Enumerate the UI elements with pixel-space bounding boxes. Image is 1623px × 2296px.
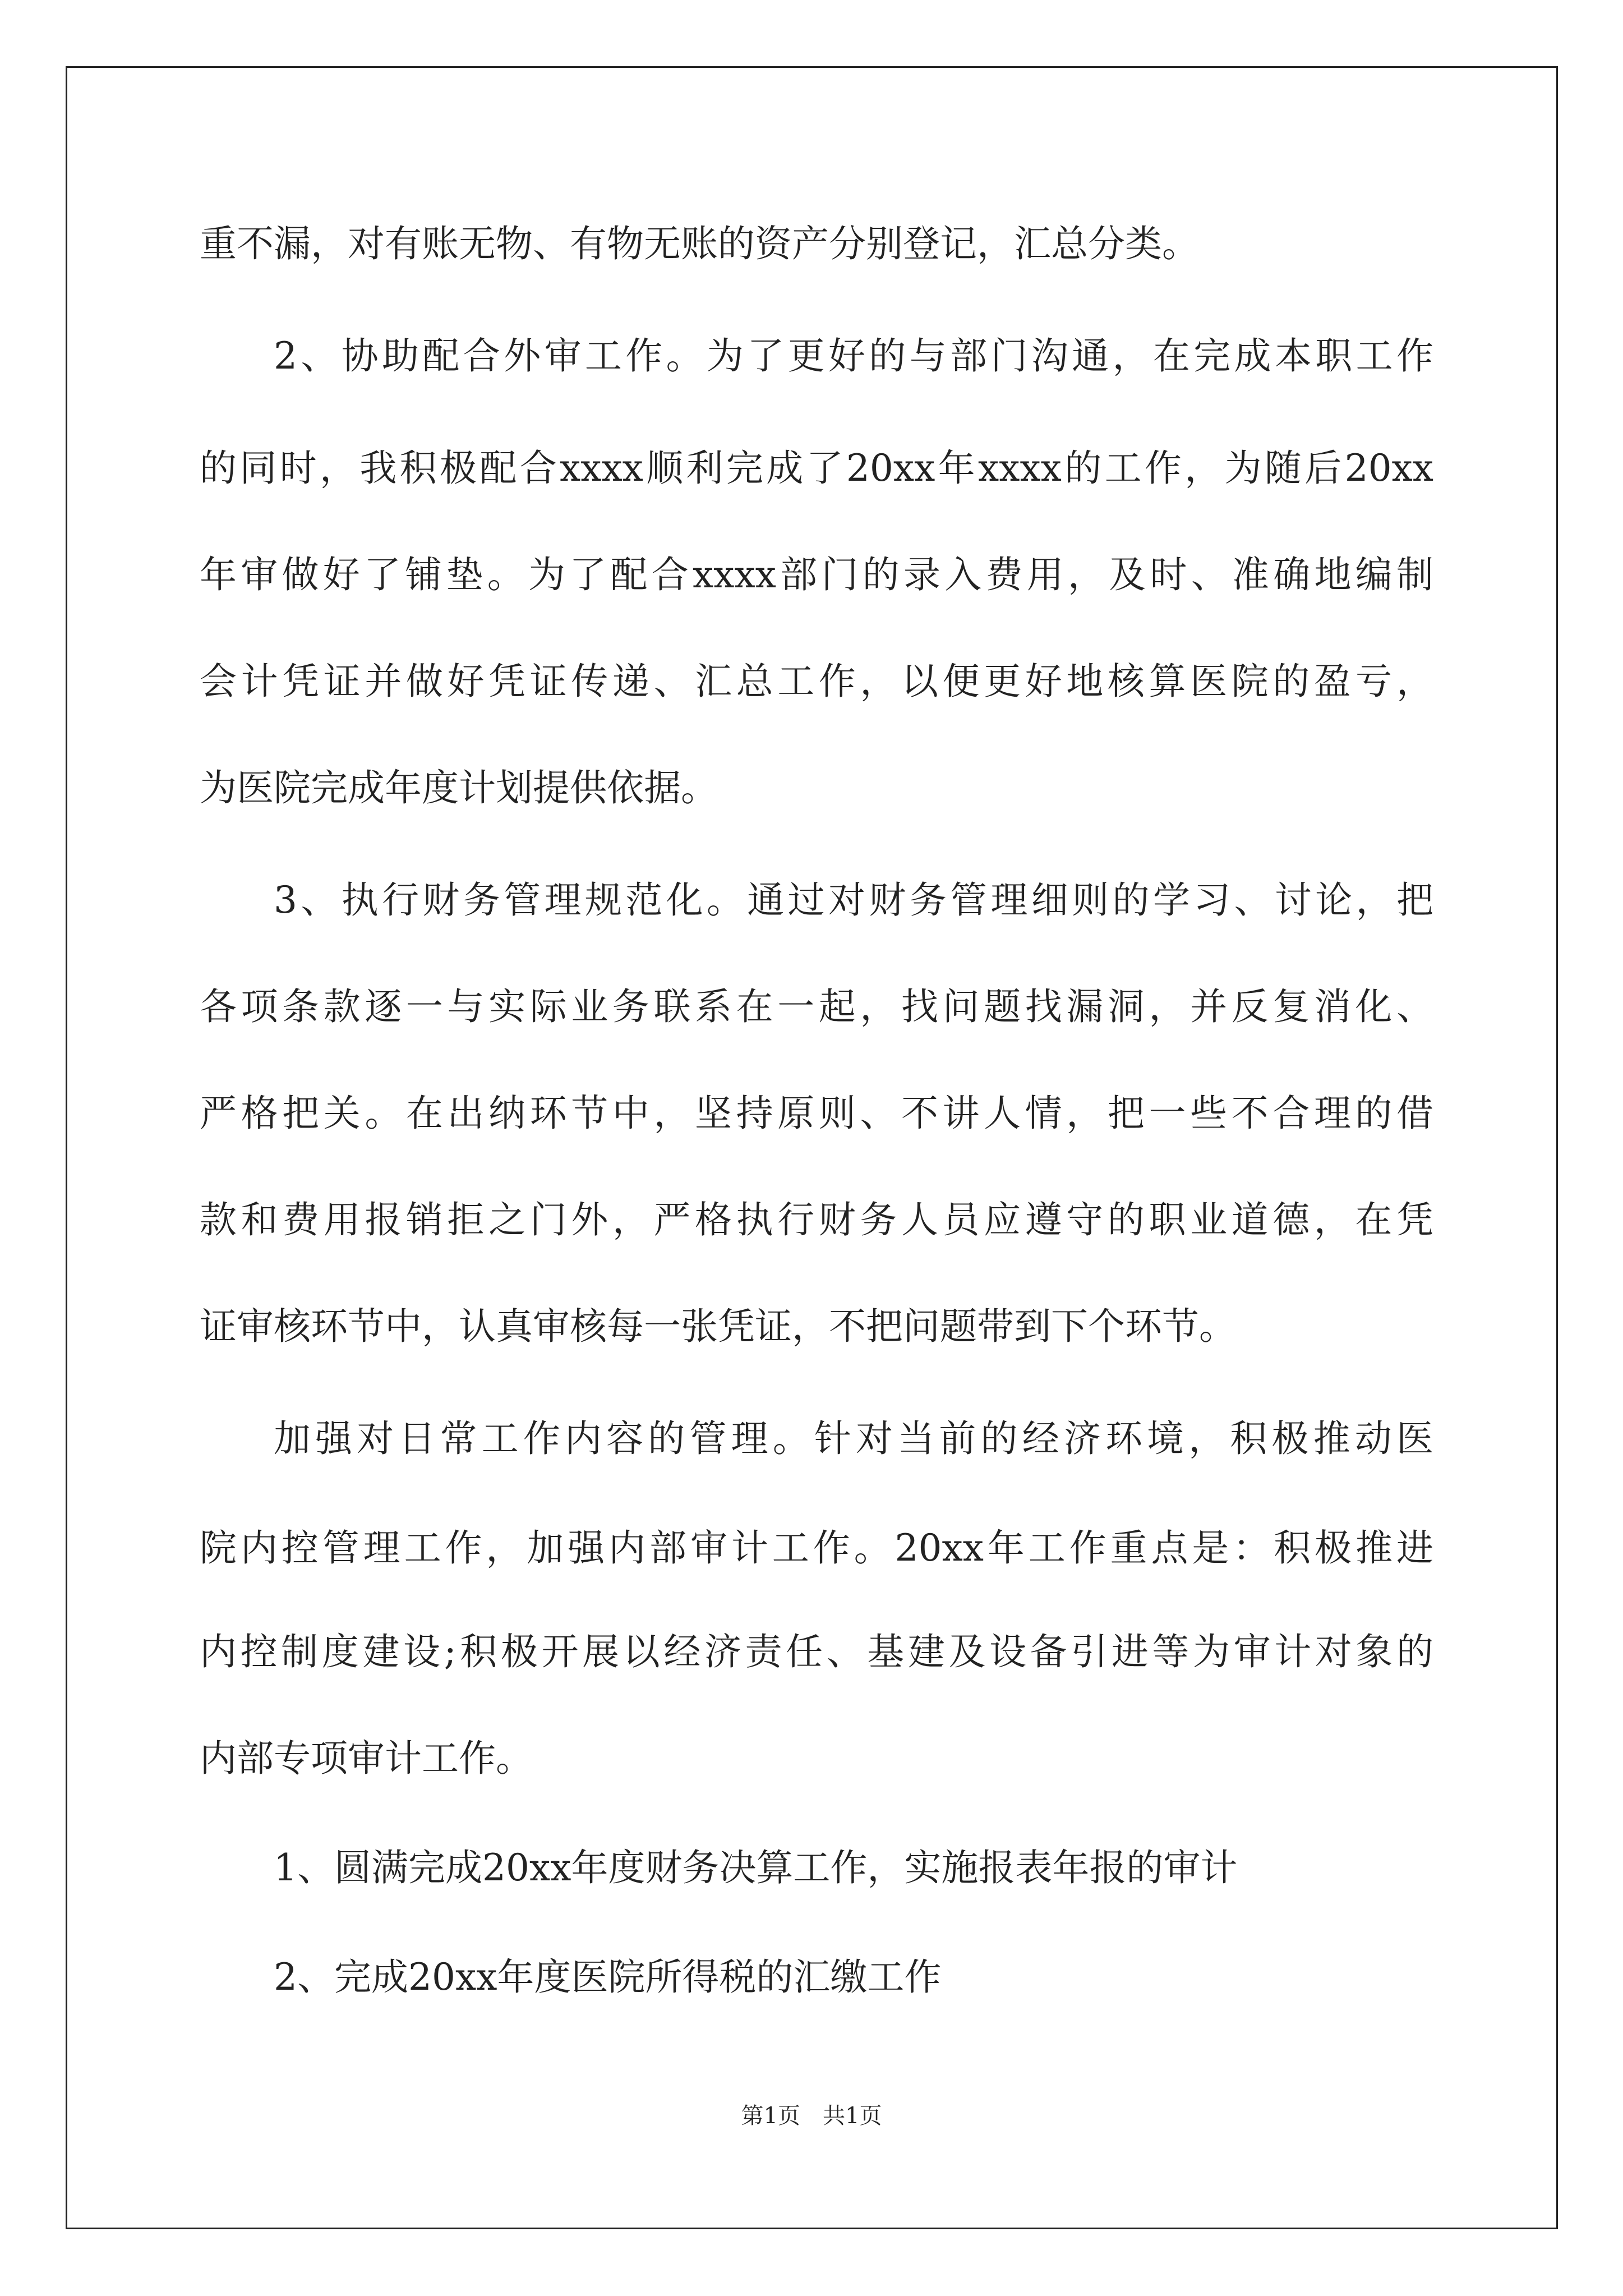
text-line: 会计凭证并做好凭证传递、汇总工作，以便更好地核算医院的盈亏， xyxy=(200,660,1433,703)
text-line: 重不漏，对有账无物、有物无账的资产分别登记，汇总分类。 xyxy=(200,222,1199,265)
text-line: 1、圆满完成20xx年度财务决算工作，实施报表年报的审计 xyxy=(274,1846,1238,1889)
text-line: 2、协助配合外审工作。为了更好的与部门沟通，在完成本职工作 xyxy=(274,334,1433,378)
text-line: 院内控管理工作，加强内部审计工作。20xx年工作重点是：积极推进 xyxy=(200,1526,1433,1570)
text-line: 证审核环节中，认真审核每一张凭证，不把问题带到下个环节。 xyxy=(200,1305,1236,1348)
page-footer: 第1页 共1页 xyxy=(741,2103,882,2129)
text-line: 为医院完成年度计划提供依据。 xyxy=(200,766,718,809)
text-line: 严格把关。在出纳环节中，坚持原则、不讲人情，把一些不合理的借 xyxy=(200,1092,1433,1135)
text-line: 3、执行财务管理规范化。通过对财务管理细则的学习、讨论，把 xyxy=(274,878,1433,922)
text-line: 各项条款逐一与实际业务联系在一起，找问题找漏洞，并反复消化、 xyxy=(200,985,1433,1028)
text-line: 的同时，我积极配合xxxx顺利完成了20xx年xxxx的工作，为随后20xx xyxy=(200,447,1433,490)
text-line: 内控制度建设;积极开展以经济责任、基建及设备引进等为审计对象的 xyxy=(200,1630,1433,1673)
text-line: 2、完成20xx年度医院所得税的汇缴工作 xyxy=(274,1955,942,1999)
text-line: 年审做好了铺垫。为了配合xxxx部门的录入费用，及时、准确地编制 xyxy=(200,553,1433,596)
text-line: 加强对日常工作内容的管理。针对当前的经济环境，积极推动医 xyxy=(274,1417,1433,1460)
text-line: 款和费用报销拒之门外，严格执行财务人员应遵守的职业道德，在凭 xyxy=(200,1198,1433,1241)
text-line: 内部专项审计工作。 xyxy=(200,1737,533,1780)
